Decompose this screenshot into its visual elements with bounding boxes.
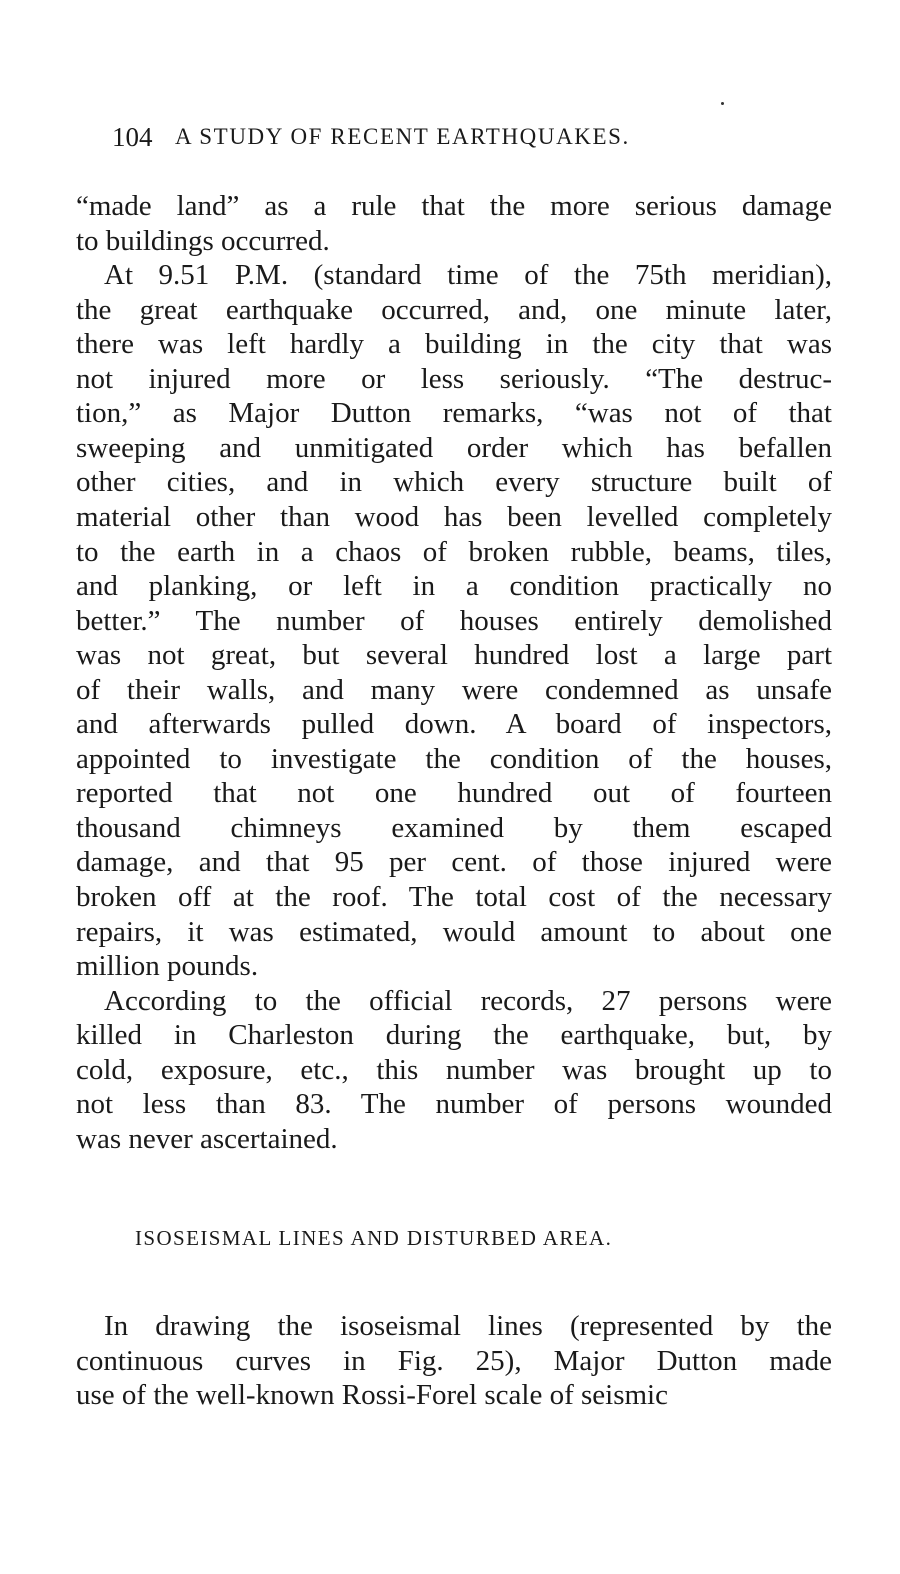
text-line: use of the well-known Rossi-Forel scale of seismic — [76, 1379, 668, 1412]
text-line: million pounds. — [76, 950, 259, 983]
text-line: to buildings occurred. — [76, 224, 330, 257]
section-heading: ISOSEISMAL LINES AND DISTURBED AREA. — [135, 1226, 613, 1250]
scan-speck — [721, 102, 724, 105]
text-line: continuous curves in Fig. 25), Major Dutton made — [76, 1344, 832, 1377]
text-line: At 9.51 P.M. (standard time of the 75th meridian), — [104, 259, 832, 292]
text-line: other cities, and in which every structure built of — [76, 466, 832, 499]
text-line: better.” The number of houses entirely demolished — [76, 604, 832, 637]
text-line: damage, and that 95 per cent. of those injured were — [76, 846, 832, 879]
text-line: to the earth in a chaos of broken rubble, beams, tiles, — [76, 535, 832, 568]
text-line: there was left hardly a building in the city that was — [76, 328, 832, 361]
text-line: thousand chimneys examined by them escaped — [76, 811, 832, 844]
text-line: repairs, it was estimated, would amount to about one — [76, 915, 832, 948]
text-line: and planking, or left in a condition practically no — [76, 570, 832, 603]
text-line: tion,” as Major Dutton remarks, “was not of that — [76, 397, 832, 430]
text-line: not injured more or less seriously. “The destruc- — [76, 362, 832, 395]
text-line: and afterwards pulled down. A board of inspectors, — [76, 708, 832, 741]
text-line: not less than 83. The number of persons wounded — [76, 1088, 832, 1121]
page-number: 104 — [112, 122, 153, 152]
text-line: sweeping and unmitigated order which has befallen — [76, 431, 832, 464]
text-line: was not great, but several hundred lost a large part — [76, 639, 832, 672]
text-line: material other than wood has been levelled completely — [76, 500, 832, 533]
text-line: According to the official records, 27 persons were — [104, 984, 832, 1017]
text-line: reported that not one hundred out of fourteen — [76, 777, 832, 810]
text-line: “made land” as a rule that the more serious damage — [76, 190, 832, 222]
running-title: A STUDY OF RECENT EARTHQUAKES. — [175, 124, 630, 149]
text-line: broken off at the roof. The total cost of the necessary — [76, 881, 832, 913]
text-line: was never ascertained. — [76, 1122, 338, 1155]
text-line: In drawing the isoseismal lines (represented by the — [104, 1310, 832, 1342]
text-line: the great earthquake occurred, and, one minute later, — [76, 293, 832, 326]
text-line: of their walls, and many were condemned as unsafe — [76, 673, 832, 706]
text-line: killed in Charleston during the earthquake, but, by — [76, 1019, 832, 1052]
text-line: cold, exposure, etc., this number was brought up to — [76, 1053, 832, 1086]
text-line: appointed to investigate the condition of the houses, — [76, 742, 832, 775]
